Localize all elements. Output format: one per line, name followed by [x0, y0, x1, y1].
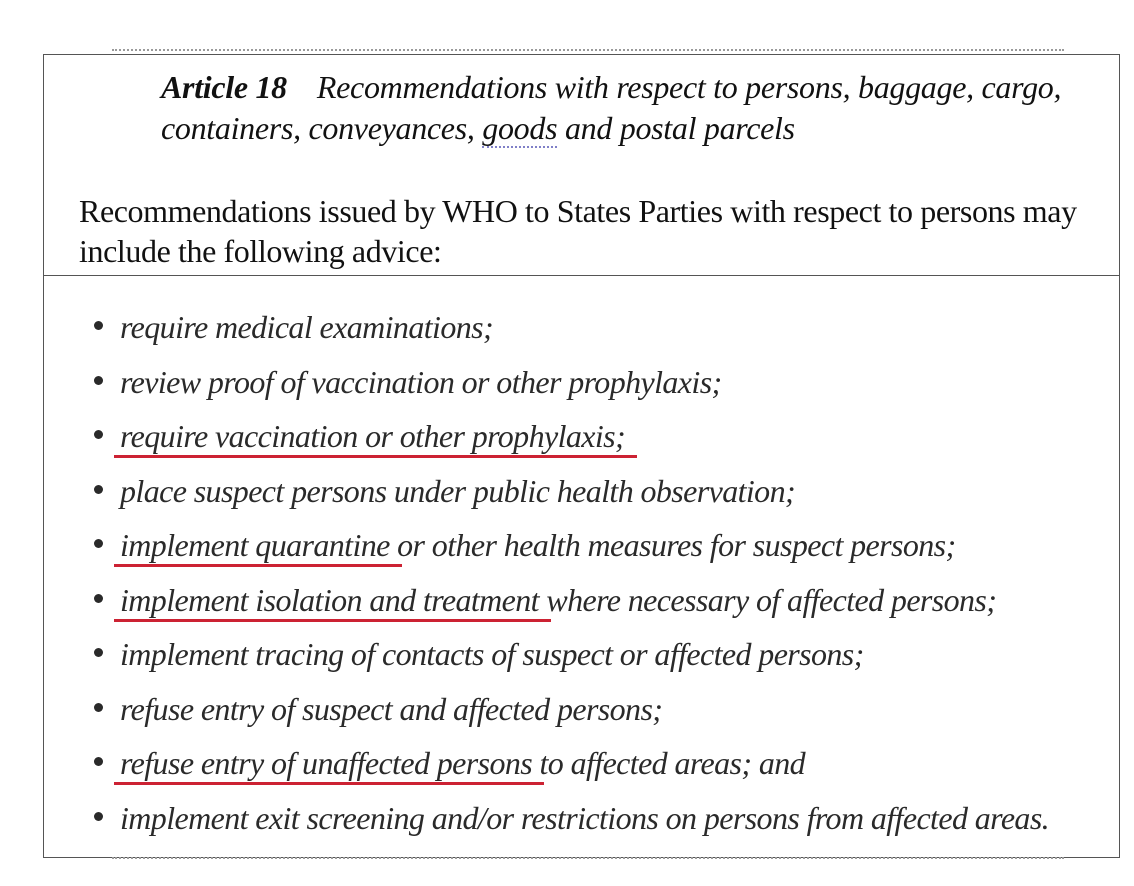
advice-text: refuse entry of suspect and affected persons;: [120, 690, 663, 727]
advice-list: [94, 301, 1114, 846]
advice-text: implement tracing of contacts of suspect or affected persons;: [120, 636, 864, 672]
advice-text: implement exit screening and/or restrictions on persons from affected areas.: [120, 799, 1050, 836]
advice-text: implement quarantine or other health measures for suspect persons;: [120, 527, 956, 563]
article-title-line2-post: and postal parcels: [557, 110, 795, 146]
bullet-dot-icon: [94, 757, 103, 766]
advice-text: place suspect persons under public health observation;: [120, 472, 796, 509]
advice-list-item: [94, 683, 1114, 738]
advice-list-item: [94, 628, 1114, 683]
red-annotation-underline: [114, 455, 637, 458]
advice-list-item: [94, 792, 1114, 847]
advice-text: require vaccination or other prophylaxis;: [120, 418, 626, 454]
advice-list-item: [94, 519, 1114, 574]
advice-text: require medical examinations;: [120, 309, 494, 345]
bullet-dot-icon: [94, 321, 103, 330]
advice-list-item: [94, 410, 1114, 465]
document-frame: [43, 54, 1120, 858]
bullet-dot-icon: [94, 430, 103, 439]
advice-list-item: [94, 301, 1114, 356]
bullet-dot-icon: [94, 703, 103, 712]
article-header-box: [43, 54, 1120, 276]
advice-list-item: [94, 356, 1114, 411]
advice-list-item: [94, 737, 1114, 792]
bottom-dotted-rule: [112, 857, 1064, 859]
bullet-dot-icon: [94, 648, 103, 657]
red-annotation-underline: [114, 564, 402, 567]
red-annotation-underline: [114, 782, 544, 785]
advice-text: implement isolation and treatment where necessary of affected persons;: [120, 581, 997, 618]
intro-paragraph: Recommendations issued by WHO to States Parties with respect to persons may include the following advice:: [79, 193, 1077, 269]
top-dotted-rule: [112, 49, 1064, 51]
advice-list-item: [94, 465, 1114, 520]
red-annotation-underline: [114, 619, 551, 622]
bullet-dot-icon: [94, 594, 103, 603]
article-number: Article 18: [161, 69, 287, 105]
advice-list-item: [94, 574, 1114, 629]
advice-text: refuse entry of unaffected persons to affected areas; and: [120, 745, 806, 781]
article-title-line2-pre: containers, conveyances,: [161, 110, 483, 146]
article-heading: [161, 67, 1111, 149]
bullet-dot-icon: [94, 376, 103, 385]
advice-text: review proof of vaccination or other prophylaxis;: [120, 363, 722, 400]
bullet-dot-icon: [94, 812, 103, 821]
bullet-dot-icon: [94, 485, 103, 494]
article-title-line1: Recommendations with respect to persons, baggage, cargo,: [316, 69, 1062, 105]
spellcheck-flag-goods: goods: [482, 110, 558, 146]
bullet-dot-icon: [94, 539, 103, 548]
